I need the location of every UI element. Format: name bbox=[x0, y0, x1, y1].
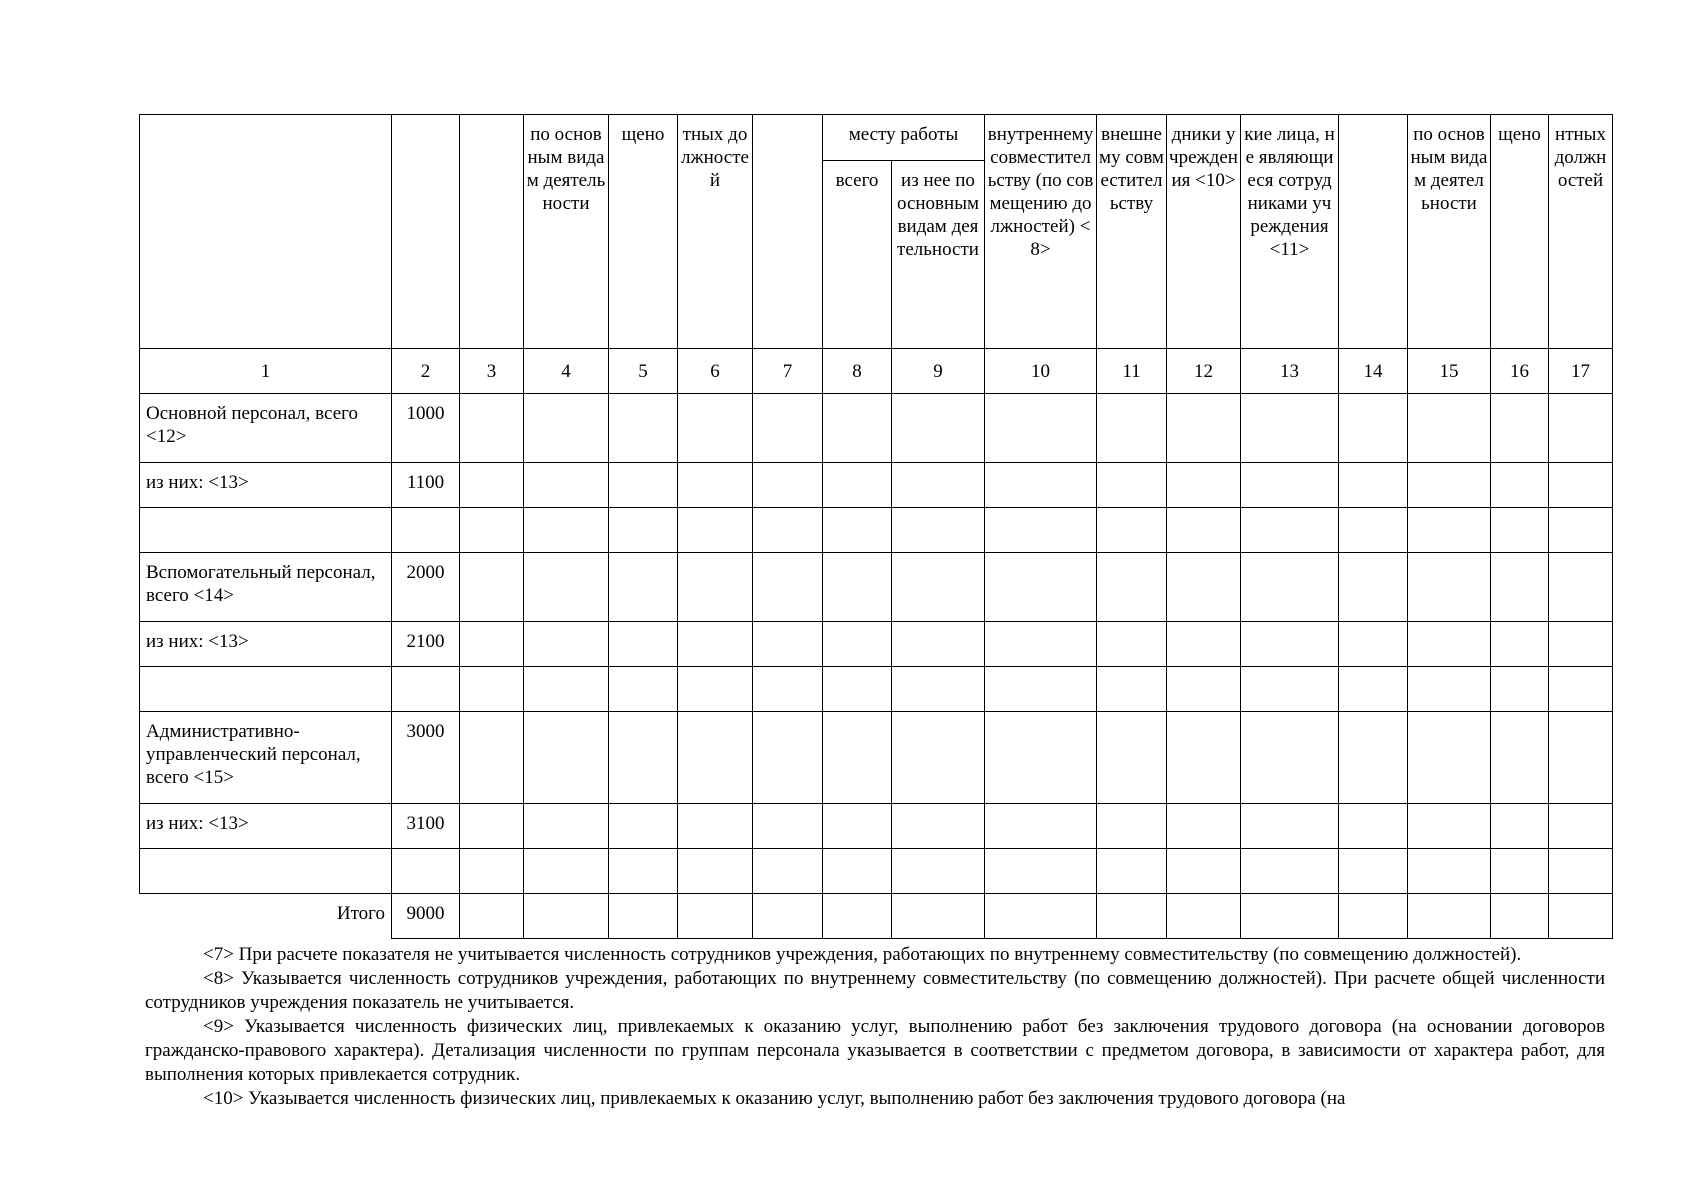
column-number: 3 bbox=[460, 349, 524, 394]
data-cell bbox=[892, 394, 985, 463]
data-cell bbox=[1491, 849, 1549, 894]
data-cell bbox=[460, 712, 524, 804]
data-cell bbox=[1549, 394, 1613, 463]
data-cell bbox=[609, 804, 678, 849]
data-cell bbox=[460, 553, 524, 622]
data-cell bbox=[1491, 712, 1549, 804]
data-cell bbox=[823, 804, 892, 849]
total-label: Итого bbox=[140, 894, 392, 939]
data-cell bbox=[1491, 463, 1549, 508]
data-cell bbox=[1549, 463, 1613, 508]
data-cell bbox=[524, 394, 609, 463]
data-cell bbox=[1241, 849, 1339, 894]
footnote: <7> При расчете показателя не учитывается численность сотрудников учреждения, работающих по внутреннему совместительству (по совмещению должностей). bbox=[203, 944, 1522, 965]
data-cell bbox=[892, 508, 985, 553]
data-cell bbox=[1491, 667, 1549, 712]
data-cell bbox=[1339, 894, 1408, 939]
data-cell bbox=[460, 849, 524, 894]
data-cell bbox=[1339, 622, 1408, 667]
footnotes bbox=[145, 943, 1605, 1111]
row-code bbox=[392, 508, 460, 553]
data-cell bbox=[753, 463, 823, 508]
data-cell bbox=[1241, 508, 1339, 553]
data-cell bbox=[753, 894, 823, 939]
staff-table bbox=[139, 114, 1613, 939]
data-cell bbox=[1167, 849, 1241, 894]
data-cell bbox=[460, 463, 524, 508]
column-number: 14 bbox=[1339, 349, 1408, 394]
row-code bbox=[392, 849, 460, 894]
data-cell bbox=[985, 553, 1097, 622]
data-cell bbox=[678, 463, 753, 508]
header-cell-4: по основным видам деятельности bbox=[524, 115, 609, 349]
header-cell-8-9-group: месту работы bbox=[823, 115, 985, 161]
data-cell bbox=[892, 712, 985, 804]
data-cell bbox=[1549, 622, 1613, 667]
data-cell bbox=[753, 667, 823, 712]
data-cell bbox=[524, 463, 609, 508]
data-cell bbox=[678, 508, 753, 553]
data-cell bbox=[1549, 804, 1613, 849]
table-row bbox=[140, 849, 1613, 894]
row-label: из них: <13> bbox=[140, 463, 392, 508]
header-cell-17: нтных должностей bbox=[1549, 115, 1613, 349]
data-cell bbox=[1241, 622, 1339, 667]
data-cell bbox=[1241, 463, 1339, 508]
header-cell-5: щено bbox=[609, 115, 678, 349]
data-cell bbox=[609, 622, 678, 667]
data-cell bbox=[753, 622, 823, 667]
data-cell bbox=[985, 394, 1097, 463]
data-cell bbox=[985, 804, 1097, 849]
data-cell bbox=[1167, 394, 1241, 463]
data-cell bbox=[524, 667, 609, 712]
row-code bbox=[392, 667, 460, 712]
footnote: <8> Указывается численность сотрудников учреждения, работающих по внутреннему совместительству (по совмещению должностей). При расчете общей численности сотрудников учреждения показатель не учитывается. bbox=[145, 968, 1605, 1013]
data-cell bbox=[753, 553, 823, 622]
data-cell bbox=[1167, 804, 1241, 849]
column-number: 1 bbox=[140, 349, 392, 394]
data-cell bbox=[1167, 894, 1241, 939]
column-number-row bbox=[140, 349, 1613, 394]
column-number: 11 bbox=[1097, 349, 1167, 394]
row-label: Основной персонал, всего <12> bbox=[140, 394, 392, 463]
data-cell bbox=[892, 804, 985, 849]
header-cell-7 bbox=[753, 115, 823, 349]
footnote: <9> Указывается численность физических лиц, привлекаемых к оказанию услуг, выполнению работ без заключения трудового договора (на основании договоров гражданско-правового характера). Детализация численности по группам персонала указывается в соответствии с предметом договора, в зависимости от характера работ, для выполнения которых привлекается сотрудник. bbox=[145, 1016, 1605, 1085]
data-cell bbox=[1491, 394, 1549, 463]
data-cell bbox=[1241, 804, 1339, 849]
column-number: 7 bbox=[753, 349, 823, 394]
data-cell bbox=[609, 553, 678, 622]
data-cell bbox=[678, 622, 753, 667]
data-cell bbox=[524, 849, 609, 894]
data-cell bbox=[678, 553, 753, 622]
column-number: 12 bbox=[1167, 349, 1241, 394]
row-code: 2100 bbox=[392, 622, 460, 667]
data-cell bbox=[1549, 712, 1613, 804]
data-cell bbox=[985, 894, 1097, 939]
row-code: 2000 bbox=[392, 553, 460, 622]
data-cell bbox=[753, 394, 823, 463]
table-row bbox=[140, 394, 1613, 463]
column-number: 16 bbox=[1491, 349, 1549, 394]
data-cell bbox=[892, 463, 985, 508]
data-cell bbox=[1549, 849, 1613, 894]
column-number: 4 bbox=[524, 349, 609, 394]
header-cell-3 bbox=[460, 115, 524, 349]
column-number: 8 bbox=[823, 349, 892, 394]
header-cell-8: всего bbox=[823, 161, 892, 349]
data-cell bbox=[823, 553, 892, 622]
header-cell-10: внутреннему совместительству (по совмещению должностей) <8> bbox=[985, 115, 1097, 349]
table-row bbox=[140, 804, 1613, 849]
data-cell bbox=[1241, 667, 1339, 712]
data-cell bbox=[1097, 849, 1167, 894]
data-cell bbox=[460, 622, 524, 667]
column-number: 6 bbox=[678, 349, 753, 394]
data-cell bbox=[1167, 712, 1241, 804]
data-cell bbox=[460, 894, 524, 939]
data-cell bbox=[1097, 508, 1167, 553]
table-row bbox=[140, 667, 1613, 712]
data-cell bbox=[823, 463, 892, 508]
data-cell bbox=[678, 712, 753, 804]
data-cell bbox=[1408, 463, 1491, 508]
data-cell bbox=[985, 463, 1097, 508]
data-cell bbox=[985, 622, 1097, 667]
data-cell bbox=[524, 553, 609, 622]
column-number: 2 bbox=[392, 349, 460, 394]
data-cell bbox=[609, 508, 678, 553]
data-cell bbox=[892, 553, 985, 622]
data-cell bbox=[460, 667, 524, 712]
row-code: 3000 bbox=[392, 712, 460, 804]
data-cell bbox=[1491, 622, 1549, 667]
footnote: <10> Указывается численность физических лиц, привлекаемых к оказанию услуг, выполнению работ без заключения трудового договора (на bbox=[203, 1088, 1346, 1109]
data-cell bbox=[1549, 667, 1613, 712]
data-cell bbox=[678, 667, 753, 712]
header-cell-12: дники учреждения <10> bbox=[1167, 115, 1241, 349]
data-cell bbox=[985, 712, 1097, 804]
data-cell bbox=[1491, 553, 1549, 622]
data-cell bbox=[460, 394, 524, 463]
header-cell-1 bbox=[140, 115, 392, 349]
column-number: 5 bbox=[609, 349, 678, 394]
data-cell bbox=[753, 804, 823, 849]
data-cell bbox=[1097, 394, 1167, 463]
row-label: из них: <13> bbox=[140, 804, 392, 849]
data-cell bbox=[1408, 667, 1491, 712]
header-cell-2 bbox=[392, 115, 460, 349]
header-cell-13: кие лица, не являющиеся сотрудниками учреждения <11> bbox=[1241, 115, 1339, 349]
data-cell bbox=[985, 667, 1097, 712]
header-cell-15: по основным видам деятельности bbox=[1408, 115, 1491, 349]
data-cell bbox=[1241, 712, 1339, 804]
data-cell bbox=[985, 849, 1097, 894]
data-cell bbox=[609, 712, 678, 804]
row-label: из них: <13> bbox=[140, 622, 392, 667]
data-cell bbox=[1339, 508, 1408, 553]
data-cell bbox=[1241, 553, 1339, 622]
table-row bbox=[140, 622, 1613, 667]
data-cell bbox=[524, 804, 609, 849]
data-cell bbox=[678, 804, 753, 849]
data-cell bbox=[1549, 508, 1613, 553]
data-cell bbox=[1549, 894, 1613, 939]
header-cell-16: щено bbox=[1491, 115, 1549, 349]
data-cell bbox=[1408, 508, 1491, 553]
data-cell bbox=[524, 894, 609, 939]
data-cell bbox=[1408, 394, 1491, 463]
row-label bbox=[140, 508, 392, 553]
data-cell bbox=[823, 894, 892, 939]
data-cell bbox=[609, 463, 678, 508]
data-cell bbox=[1167, 463, 1241, 508]
data-cell bbox=[1339, 553, 1408, 622]
data-cell bbox=[1491, 508, 1549, 553]
table-row bbox=[140, 508, 1613, 553]
table-row bbox=[140, 553, 1613, 622]
data-cell bbox=[1549, 553, 1613, 622]
data-cell bbox=[1339, 849, 1408, 894]
data-cell bbox=[823, 508, 892, 553]
data-cell bbox=[823, 712, 892, 804]
data-cell bbox=[1097, 804, 1167, 849]
table-row bbox=[140, 463, 1613, 508]
data-cell bbox=[823, 667, 892, 712]
row-code: 1100 bbox=[392, 463, 460, 508]
data-cell bbox=[1167, 553, 1241, 622]
data-cell bbox=[1241, 394, 1339, 463]
header-cell-11: внешнему совместительству bbox=[1097, 115, 1167, 349]
data-cell bbox=[892, 622, 985, 667]
data-cell bbox=[1097, 463, 1167, 508]
column-number: 17 bbox=[1549, 349, 1613, 394]
data-cell bbox=[1167, 508, 1241, 553]
data-cell bbox=[1097, 712, 1167, 804]
column-number: 9 bbox=[892, 349, 985, 394]
data-cell bbox=[985, 508, 1097, 553]
header-cell-6: тных должностей bbox=[678, 115, 753, 349]
data-cell bbox=[609, 849, 678, 894]
data-cell bbox=[678, 394, 753, 463]
data-cell bbox=[1408, 622, 1491, 667]
data-cell bbox=[1491, 894, 1549, 939]
row-label bbox=[140, 849, 392, 894]
column-number: 10 bbox=[985, 349, 1097, 394]
data-cell bbox=[460, 508, 524, 553]
data-cell bbox=[753, 712, 823, 804]
data-cell bbox=[1339, 463, 1408, 508]
data-cell bbox=[1097, 553, 1167, 622]
data-cell bbox=[1241, 894, 1339, 939]
header-cell-14 bbox=[1339, 115, 1408, 349]
row-code: 3100 bbox=[392, 804, 460, 849]
data-cell bbox=[1097, 667, 1167, 712]
data-cell bbox=[609, 394, 678, 463]
header-row-top bbox=[140, 115, 1613, 161]
data-cell bbox=[1339, 804, 1408, 849]
column-number: 15 bbox=[1408, 349, 1491, 394]
row-label: Вспомогательный персонал, всего <14> bbox=[140, 553, 392, 622]
data-cell bbox=[1408, 712, 1491, 804]
data-cell bbox=[892, 849, 985, 894]
row-label: Административно-управленческий персонал, всего <15> bbox=[140, 712, 392, 804]
data-cell bbox=[1408, 804, 1491, 849]
data-cell bbox=[1408, 849, 1491, 894]
data-cell bbox=[1097, 622, 1167, 667]
data-cell bbox=[892, 894, 985, 939]
data-cell bbox=[823, 394, 892, 463]
table-row bbox=[140, 712, 1613, 804]
total-code: 9000 bbox=[392, 894, 460, 939]
data-cell bbox=[1408, 553, 1491, 622]
data-cell bbox=[1339, 667, 1408, 712]
data-cell bbox=[753, 508, 823, 553]
data-cell bbox=[1491, 804, 1549, 849]
data-cell bbox=[1167, 622, 1241, 667]
data-cell bbox=[1167, 667, 1241, 712]
data-cell bbox=[892, 667, 985, 712]
data-cell bbox=[1339, 394, 1408, 463]
total-row bbox=[140, 894, 1613, 939]
header-cell-9: из нее по основным видам деятельности bbox=[892, 161, 985, 349]
row-label bbox=[140, 667, 392, 712]
data-cell bbox=[609, 667, 678, 712]
data-cell bbox=[524, 622, 609, 667]
data-cell bbox=[823, 849, 892, 894]
data-cell bbox=[1408, 894, 1491, 939]
column-number: 13 bbox=[1241, 349, 1339, 394]
data-cell bbox=[524, 508, 609, 553]
data-cell bbox=[524, 712, 609, 804]
row-code: 1000 bbox=[392, 394, 460, 463]
data-cell bbox=[753, 849, 823, 894]
data-cell bbox=[460, 804, 524, 849]
data-cell bbox=[678, 894, 753, 939]
data-cell bbox=[823, 622, 892, 667]
data-cell bbox=[609, 894, 678, 939]
data-cell bbox=[678, 849, 753, 894]
data-cell bbox=[1339, 712, 1408, 804]
data-cell bbox=[1097, 894, 1167, 939]
